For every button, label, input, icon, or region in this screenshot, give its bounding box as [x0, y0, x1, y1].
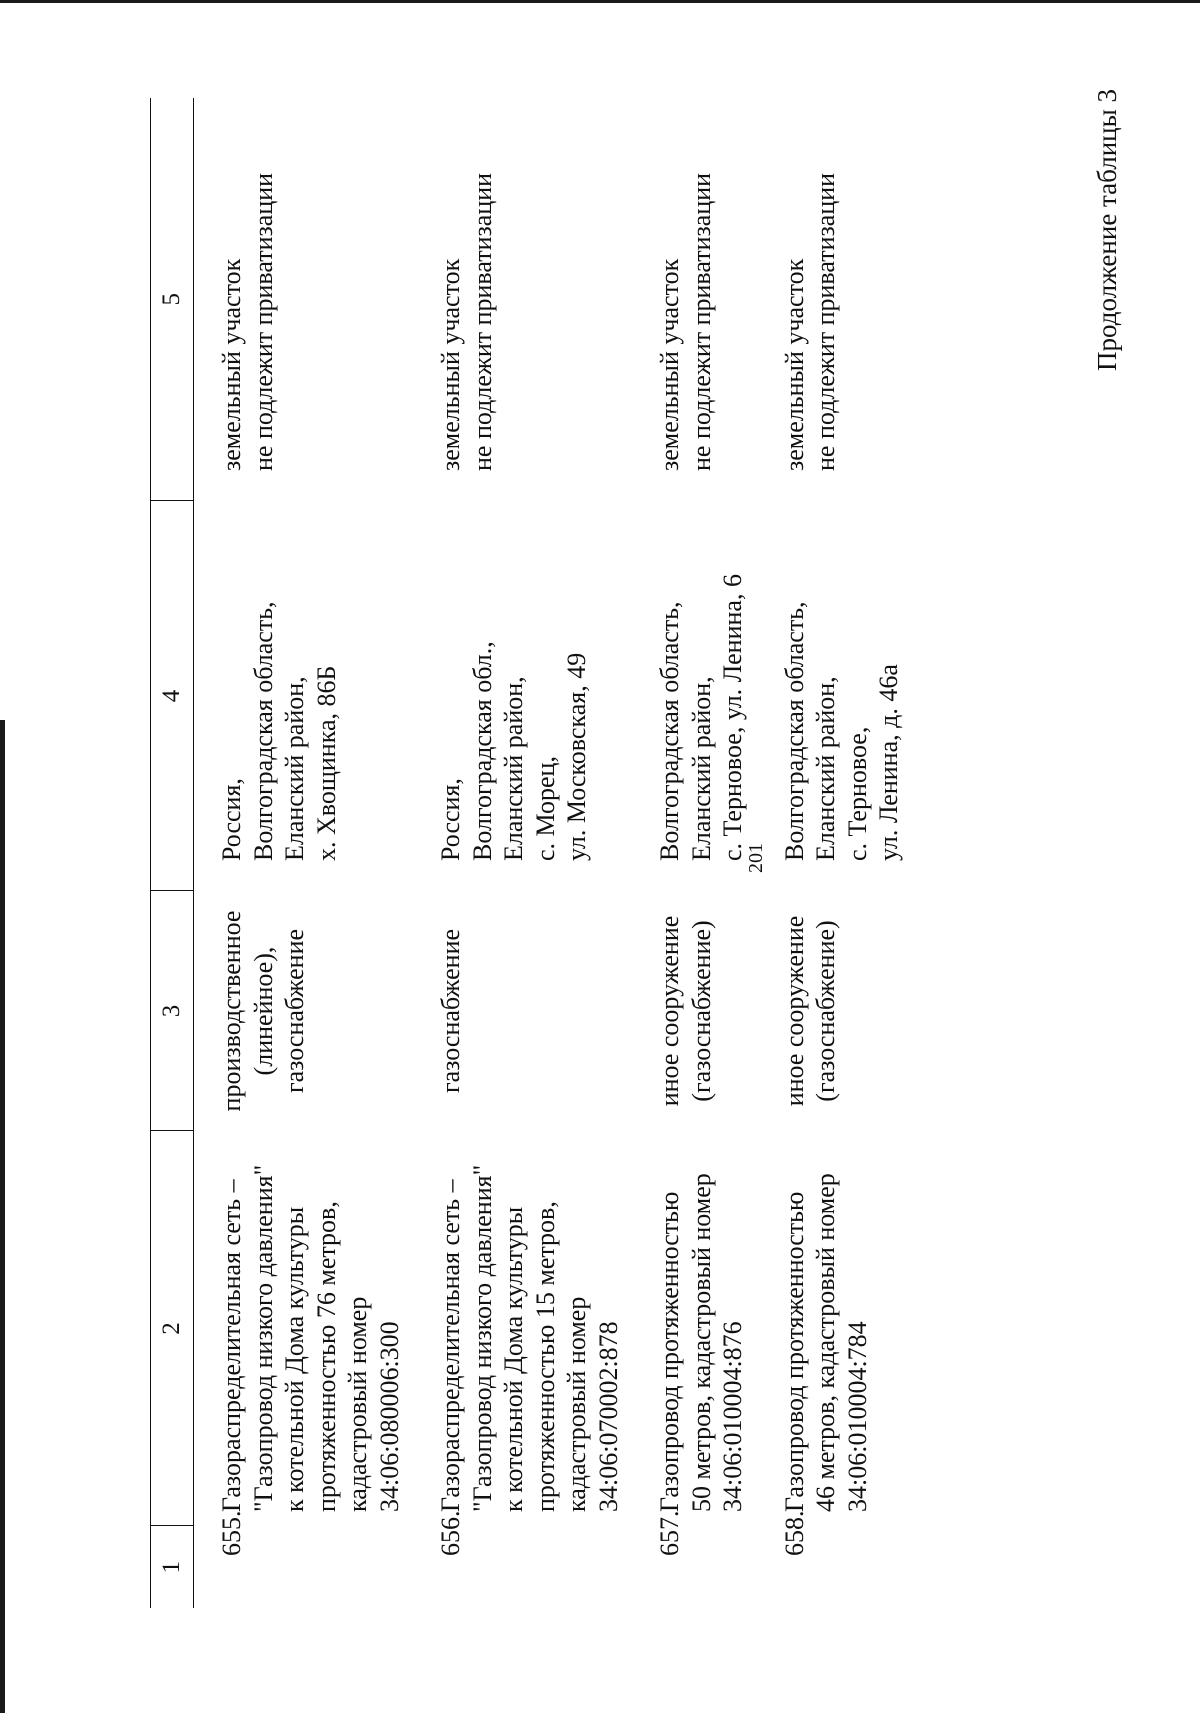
object-name-line: кадастровый номер: [343, 1296, 372, 1512]
row-number: 656.: [436, 1510, 465, 1556]
header-col-3: 3: [151, 891, 194, 1131]
header-col-2: 2: [151, 1131, 194, 1526]
address-line: Еланский район,: [499, 676, 528, 861]
object-name-line: 46 метров, кадастровый номер: [811, 1173, 840, 1512]
address-line: Волгоградская область,: [779, 601, 809, 861]
header-row: [151, 98, 194, 1608]
note-cell: [632, 98, 757, 501]
address-line: ул. Московская, 49: [562, 652, 591, 861]
purpose-line: (газоснабжение): [811, 920, 840, 1102]
address-line: Россия,: [436, 778, 465, 861]
object-name-line: к котельной Дома культуры: [280, 1206, 309, 1512]
address-line: Еланский район,: [686, 676, 716, 861]
object-name-line: к котельной Дома культуры: [499, 1206, 528, 1512]
object-name-line: 50 метров, кадастровый номер: [686, 1173, 716, 1512]
note-line: не подлежит приватизации: [467, 172, 497, 471]
note-line: не подлежит приватизации: [811, 172, 840, 471]
object-name-line: Газопровод протяженностью: [779, 1191, 809, 1512]
table-row: [757, 98, 913, 1608]
continuation-label: Продолжение таблицы 3: [1092, 89, 1122, 371]
row-number: 655.: [217, 1510, 246, 1556]
address-cell: [632, 501, 757, 891]
address-line: ул. Ленина, д. 46а: [874, 664, 903, 861]
address-line: Еланский район,: [280, 676, 309, 861]
table-row: [194, 98, 414, 1608]
object-name-cell: [413, 1131, 632, 1526]
purpose-line: газоснабжение: [436, 928, 465, 1094]
object-name-line: 34:06:070002:878: [593, 1321, 623, 1512]
object-name-line: протяженностью 76 метров,: [311, 1201, 341, 1512]
purpose-cell: [413, 891, 632, 1131]
object-name-line: 34:06:080006:300: [374, 1321, 404, 1512]
header-col-5: 5: [151, 98, 194, 501]
address-cell: [757, 501, 913, 891]
object-name-line: 34:06:010004:876: [718, 1321, 747, 1512]
address-line: Еланский район,: [811, 676, 840, 861]
purpose-cell: [632, 891, 757, 1131]
object-name-line: 34:06:010004:784: [842, 1321, 872, 1512]
note-line: земельный участок: [436, 258, 465, 471]
object-name-line: Газораспределительная сеть –: [436, 1179, 465, 1512]
note-cell: [194, 98, 414, 501]
object-name-line: Газораспределительная сеть –: [217, 1179, 246, 1512]
purpose-cell: [194, 891, 414, 1131]
address-line: Волгоградская область,: [655, 601, 684, 861]
address-cell: [194, 501, 414, 891]
address-cell: [413, 501, 632, 891]
row-number: 658.: [779, 1510, 809, 1556]
purpose-line: (газоснабжение): [686, 920, 716, 1102]
address-line: Россия,: [217, 778, 246, 861]
note-line: не подлежит приватизации: [686, 172, 716, 471]
purpose-line: производственное: [217, 910, 246, 1112]
address-line: х. Хвощинка, 86Б: [311, 665, 341, 861]
object-name-line: "Газопровод низкого давления": [467, 1164, 497, 1512]
header-col-4: 4: [151, 501, 194, 891]
page-number: 201: [745, 843, 767, 873]
header-col-1: 1: [151, 1526, 194, 1608]
note-cell: [413, 98, 632, 501]
address-line: с. Терновое,: [842, 726, 872, 861]
purpose-line: иное сооружение: [655, 915, 684, 1107]
object-name-line: "Газопровод низкого давления": [248, 1164, 278, 1512]
purpose-cell: [757, 891, 913, 1131]
purpose-line: (линейное),: [248, 946, 278, 1076]
address-line: с. Морец,: [530, 756, 560, 861]
object-name-cell: [194, 1131, 414, 1526]
note-line: земельный участок: [655, 258, 684, 471]
object-name-cell: [757, 1131, 913, 1526]
table-row: [632, 98, 757, 1608]
object-name-line: протяженностью 15 метров,: [530, 1201, 560, 1512]
object-name-line: кадастровый номер: [562, 1296, 591, 1512]
table-row: [413, 98, 632, 1608]
row-number: 657.: [655, 1510, 684, 1556]
object-name-line: Газопровод протяженностью: [655, 1191, 684, 1512]
table-container: [150, 98, 913, 1608]
purpose-line: иное сооружение: [779, 915, 809, 1107]
address-line: Волгоградская область,: [248, 601, 278, 861]
address-line: Волгоградская обл.,: [467, 641, 497, 861]
purpose-line: газоснабжение: [280, 928, 309, 1094]
note-line: земельный участок: [779, 258, 809, 471]
note-line: земельный участок: [217, 258, 246, 471]
address-line: с. Терновое, ул. Ленина, 6: [718, 574, 747, 861]
property-table: [150, 98, 913, 1608]
note-cell: [757, 98, 913, 501]
note-line: не подлежит приватизации: [248, 172, 278, 471]
object-name-cell: [632, 1131, 757, 1526]
